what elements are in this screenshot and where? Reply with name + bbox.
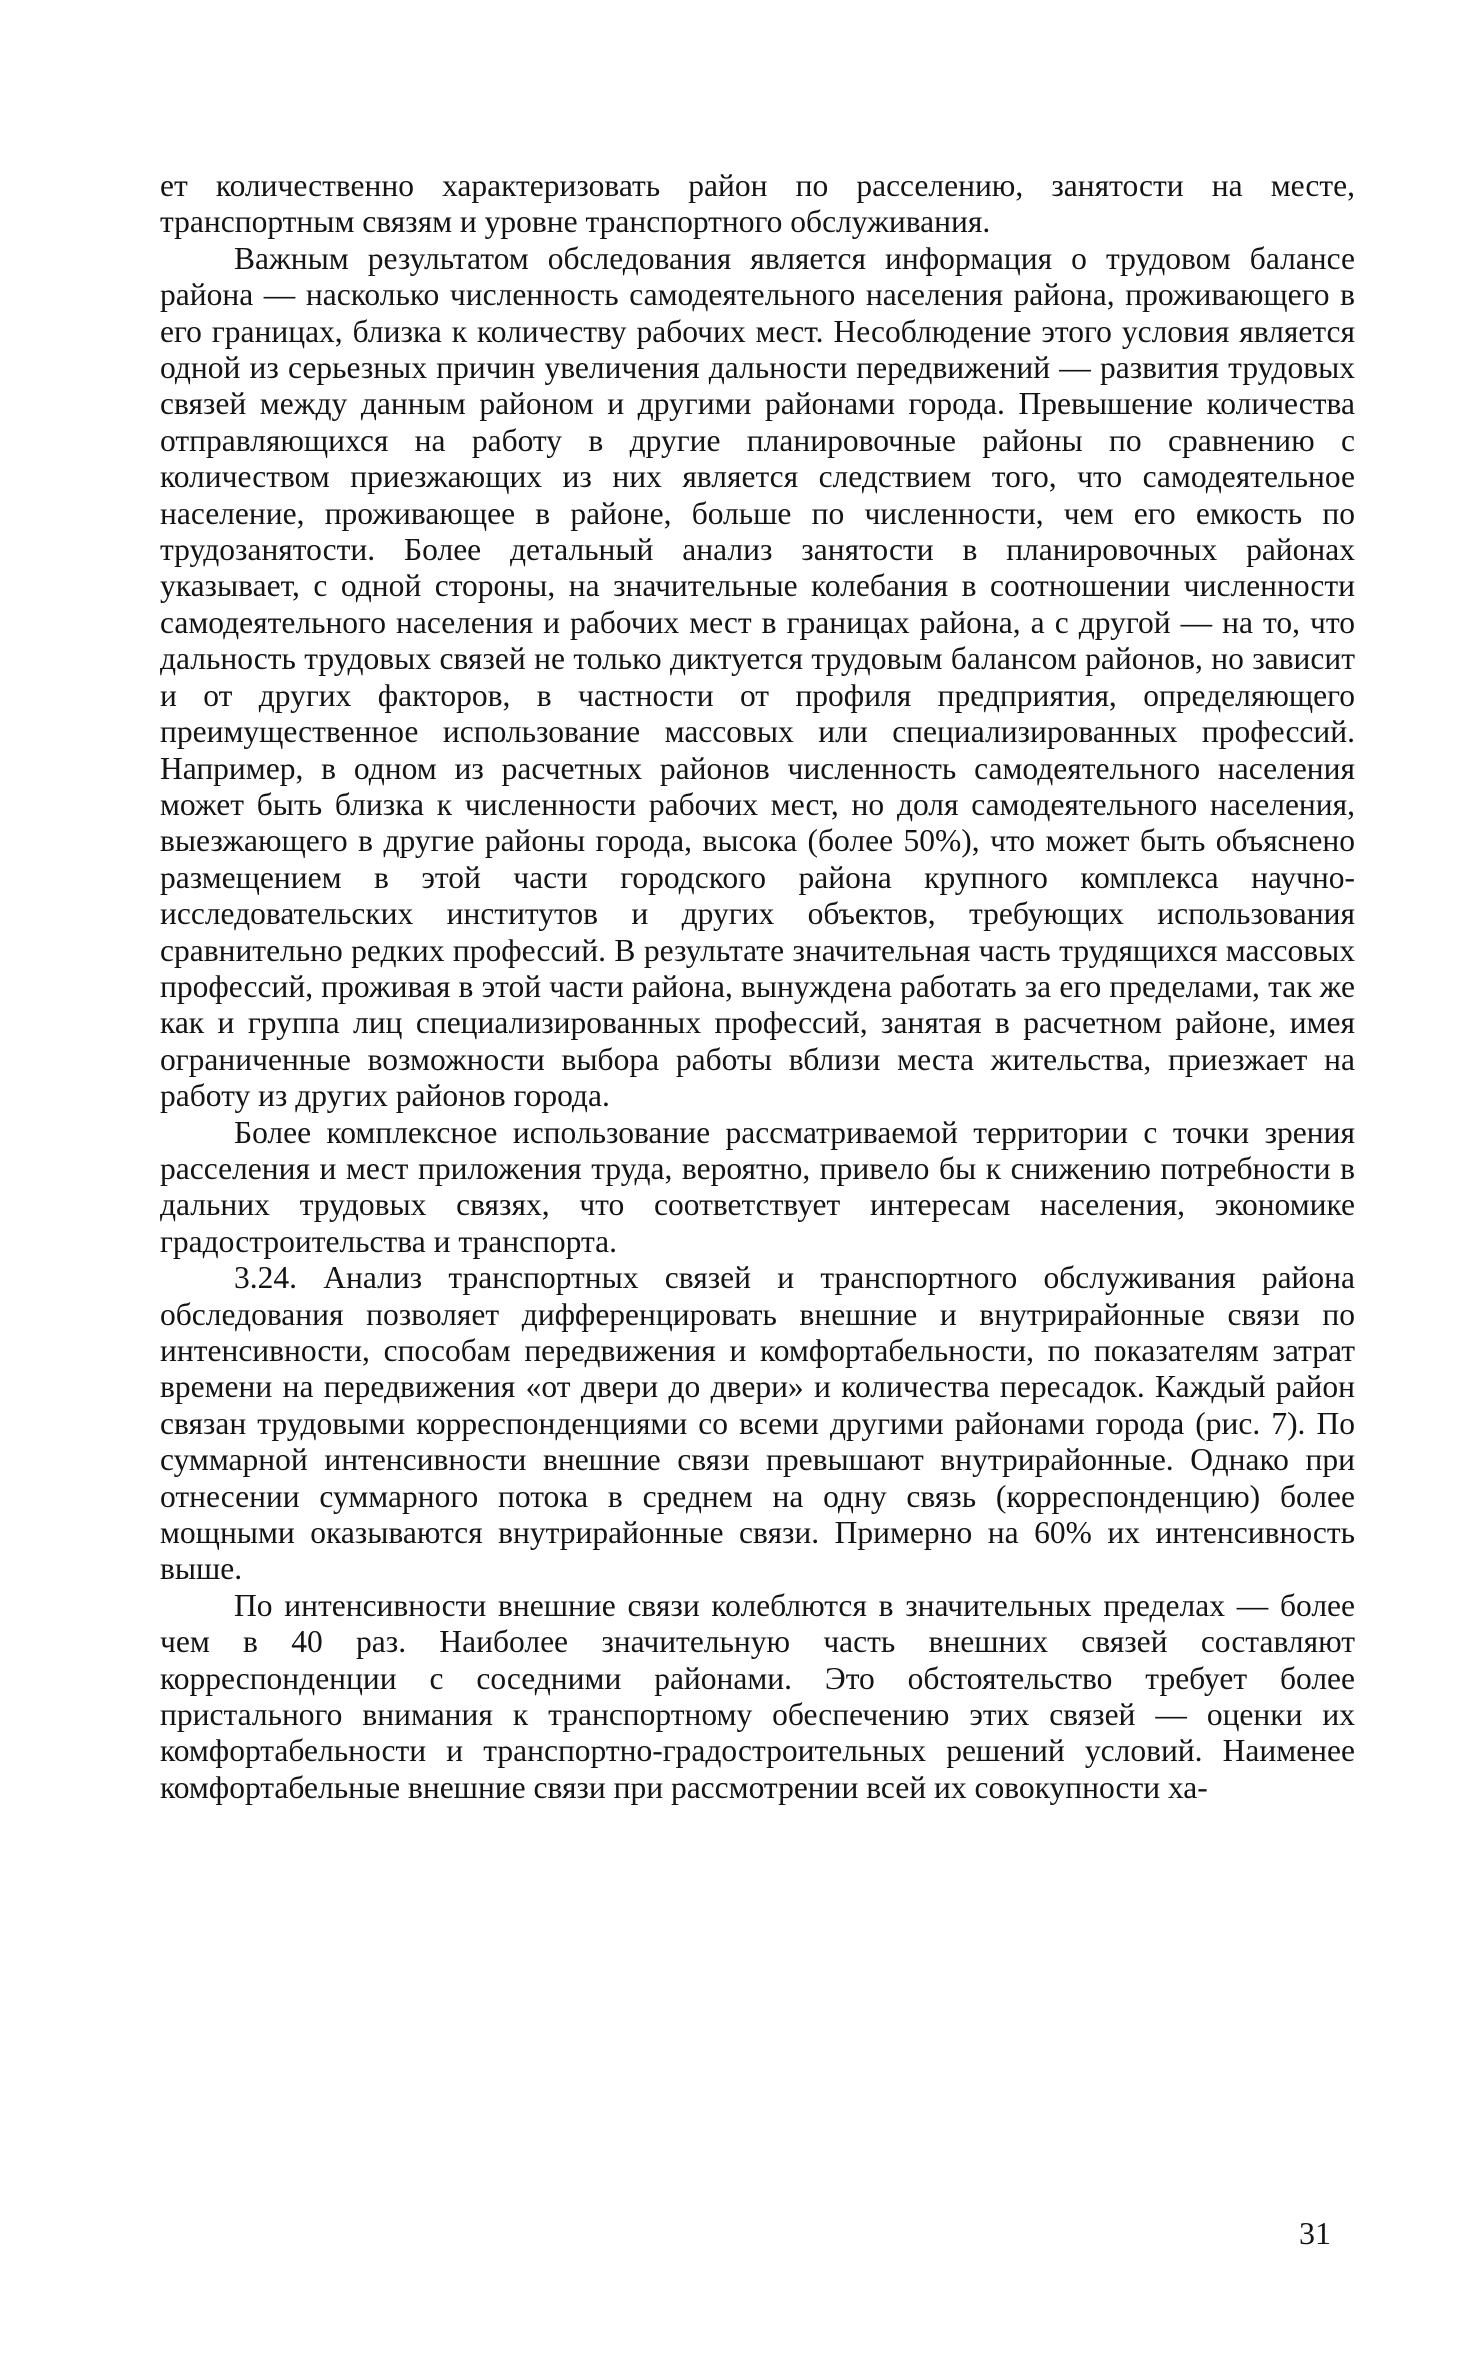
paragraph-labor-balance: Важным результатом обследования является информация о трудовом балансе района — насколько численность самодеятельного населения района, проживающего в его границах, близка к количеству рабочих мест. Несоблюдение этого условия является одной из серьезных причин увеличения дальности передвижений — развития трудовых связей между данным районом и другими районами города. Превышение количества отправляющихся на работу в другие планировочные районы по сравнению с количеством приезжающих из них является следствием того, что самодеятельное население, проживающее в районе, больше по численности, чем его емкость по трудозанятости. Более детальный анализ занятости в планировочных районах указывает, с одной стороны, на значительные колебания в соотношении численности самодеятельного населения и рабочих мест в границах района, а с другой — на то, что дальность трудовых связей не только диктуется трудовым балансом районов, но зависит и от других факторов, в частности от профиля предприятия, определяющего преимущественное использование массовых или специализированных профессий. Например, в одном из расчетных районов численность самодеятельного населения может быть близка к численности рабочих мест, но доля самодеятельного населения, выезжающего в другие районы города, высока (более 50%), что может быть объяснено размещением в этой части городского района крупного комплекса научно-исследовательских институтов и других объектов, требующих использования сравнительно редких профессий. В результате значительная часть трудящихся массовых профессий, проживая в этой части района, вынуждена работать за его пределами, так же как и группа лиц специализированных профессий, занятая в расчетном районе, имея ограниченные возможности выбора работы вблизи места жительства, приезжает на работу из других районов города. xyxy=(160,240,1355,1114)
page-number: 31 xyxy=(1299,2215,1331,2251)
paragraph-continuation: ет количественно характеризовать район по расселению, занятости на месте, транспортным связям и уровне транспортного обслуживания. xyxy=(160,168,1355,240)
paragraph-complex-use: Более комплексное использование рассматриваемой территории с точки зрения расселения и мест приложения труда, вероятно, привело бы к снижению потребности в дальних трудовых связях, что соответствует интересам населения, экономике градостроительства и транспорта. xyxy=(160,1114,1355,1259)
paragraph-section-3-24: 3.24. Анализ транспортных связей и транспортного обслуживания района обследования позволяет дифференцировать внешние и внутрирайонные связи по интенсивности, способам передвижения и комфортабельности, по показателям затрат времени на передвижения «от двери до двери» и количества пересадок. Каждый район связан трудовыми корреспонденциями со всеми другими районами города (рис. 7). По суммарной интенсивности внешние связи превышают внутрирайонные. Однако при отнесении суммарного потока в среднем на одну связь (корреспонденцию) более мощными оказываются внутрирайонные связи. Примерно на 60% их интенсивность выше. xyxy=(160,1260,1355,1587)
page-text-body xyxy=(160,168,1355,1806)
paragraph-external-links: По интенсивности внешние связи колеблются в значительных пределах — более чем в 40 раз. Наиболее значительную часть внешних связей составляют корреспонденции с соседними районами. Это обстоятельство требует более пристального внимания к транспортному обеспечению этих связей — оценки их комфортабельности и транспортно-градостроительных решений условий. Наименее комфортабельные внешние связи при рассмотрении всей их совокупности ха- xyxy=(160,1587,1355,1805)
